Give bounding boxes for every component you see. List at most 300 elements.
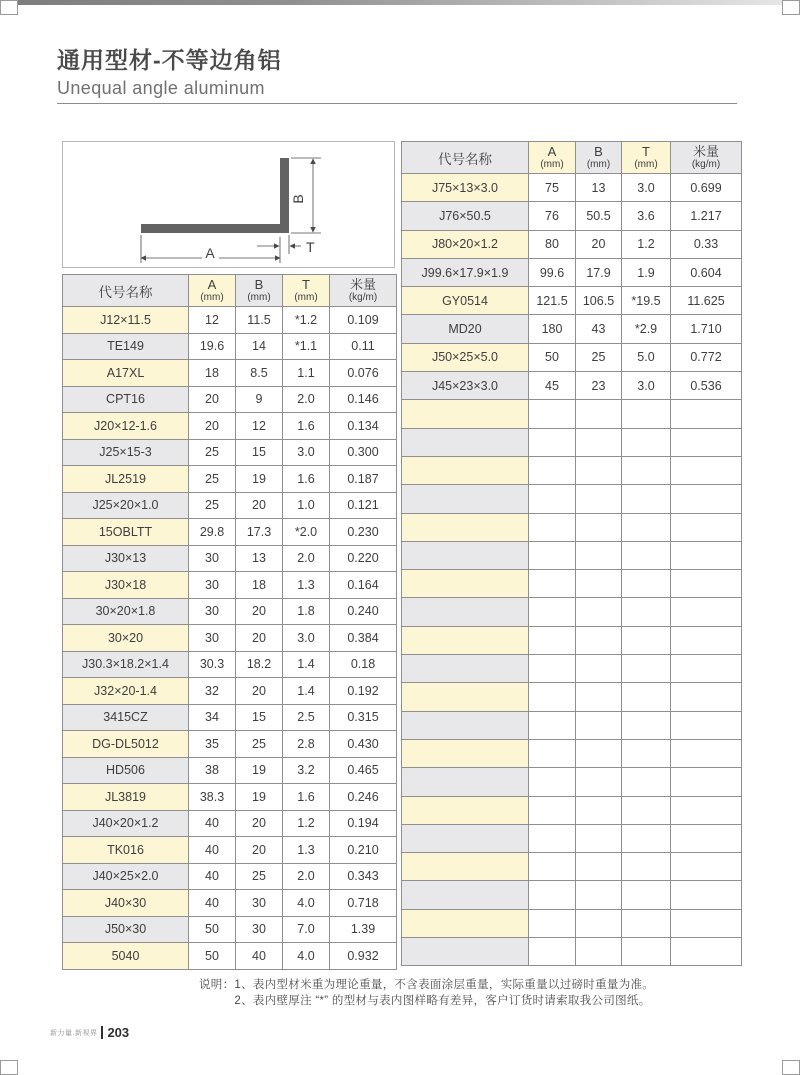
profile-code-cell [402,768,529,796]
value-cell [576,909,622,937]
table-row [63,863,397,890]
table-row [402,315,742,343]
table-row [402,853,742,881]
table-row [63,704,397,731]
value-cell [529,683,576,711]
value-cell [529,513,576,541]
value-cell: 14 [236,333,283,360]
profile-code-cell [402,853,529,881]
table-row [402,372,742,400]
profile-code-cell: A17XL [63,360,189,387]
page-footer [50,1026,129,1039]
value-cell: 1.2 [283,810,330,837]
value-cell [622,428,671,456]
header-t: T (mm) [283,275,330,307]
value-cell: 17.9 [576,258,622,286]
value-cell: 30 [236,890,283,917]
value-cell: 12 [236,413,283,440]
profile-code-cell: DG-DL5012 [63,731,189,758]
value-cell [671,739,742,767]
profile-code-cell: JL3819 [63,784,189,811]
header-b: B (mm) [236,275,283,307]
value-cell: *2.9 [622,315,671,343]
value-cell [529,485,576,513]
value-cell: 19 [236,466,283,493]
table-row [402,938,742,966]
table-row [402,258,742,286]
value-cell: 1.1 [283,360,330,387]
value-cell [671,909,742,937]
header-name: 代号名称 [402,142,529,174]
value-cell: 11.625 [671,287,742,315]
value-cell [576,768,622,796]
value-cell: 11.5 [236,307,283,334]
profile-code-cell: MD20 [402,315,529,343]
table-row [402,683,742,711]
value-cell: *1.2 [283,307,330,334]
profile-code-cell: J25×15-3 [63,439,189,466]
profile-code-cell: J32×20-1.4 [63,678,189,705]
value-cell: 0.240 [330,598,397,625]
left-table-header [63,275,397,307]
value-cell [576,485,622,513]
value-cell: 0.121 [330,492,397,519]
value-cell: 2.0 [283,545,330,572]
value-cell: 30 [189,625,236,652]
value-cell: 40 [189,810,236,837]
value-cell [671,570,742,598]
value-cell [529,570,576,598]
value-cell: 3.0 [622,174,671,202]
value-cell: 18.2 [236,651,283,678]
profile-code-cell [402,428,529,456]
value-cell: 18 [189,360,236,387]
table-row [63,333,397,360]
value-cell: 15 [236,704,283,731]
value-cell: 20 [236,598,283,625]
table-row [63,784,397,811]
value-cell [622,711,671,739]
value-cell: 13 [236,545,283,572]
value-cell: 99.6 [529,258,576,286]
profile-code-cell: J40×30 [63,890,189,917]
table-row [402,711,742,739]
value-cell: 20 [189,413,236,440]
value-cell: 1.3 [283,572,330,599]
value-cell [671,541,742,569]
note-line-1: 1、表内型材米重为理论重量，不含表面涂层重量，实际重量以过磅时重量为准。 [234,979,655,991]
value-cell: 2.0 [283,386,330,413]
footer-brand: 新力量.新视界 [50,1029,98,1037]
value-cell: 0.315 [330,704,397,731]
table-row [402,626,742,654]
value-cell: 50 [189,916,236,943]
profile-code-cell [402,456,529,484]
table-row [63,519,397,546]
table-row [63,439,397,466]
value-cell: 1.4 [283,678,330,705]
value-cell: 0.343 [330,863,397,890]
table-row [402,513,742,541]
header-divider [57,103,737,104]
header-name: 代号名称 [63,275,189,307]
value-cell: 0.109 [330,307,397,334]
value-cell [529,909,576,937]
profile-code-cell: J45×23×3.0 [402,372,529,400]
table-row [402,768,742,796]
profile-diagram [62,141,395,268]
value-cell: 1.710 [671,315,742,343]
table-row [402,598,742,626]
value-cell: 25 [236,731,283,758]
value-cell [576,655,622,683]
value-cell: 40 [189,837,236,864]
header-row [63,275,397,307]
crop-mark-top-right [782,0,800,15]
header-b: B (mm) [576,142,622,174]
value-cell [576,570,622,598]
header-weight: 米量 (kg/m) [330,275,397,307]
value-cell: 80 [529,230,576,258]
profile-code-cell [402,824,529,852]
table-row [402,485,742,513]
profile-code-cell [402,400,529,428]
value-cell: 1.6 [283,466,330,493]
profile-code-cell: HD506 [63,757,189,784]
header-weight: 米量 (kg/m) [671,142,742,174]
value-cell [671,853,742,881]
header-a: A (mm) [529,142,576,174]
value-cell: 25 [236,863,283,890]
value-cell: 30.3 [189,651,236,678]
value-cell: 50 [189,943,236,970]
value-cell [529,768,576,796]
value-cell [671,400,742,428]
table-row [63,890,397,917]
crop-mark-bottom-right [782,1060,800,1075]
value-cell: 1.8 [283,598,330,625]
value-cell: 13 [576,174,622,202]
value-cell: 7.0 [283,916,330,943]
value-cell [576,513,622,541]
profile-code-cell: J50×30 [63,916,189,943]
value-cell [529,824,576,852]
value-cell: 4.0 [283,943,330,970]
profile-code-cell: CPT16 [63,386,189,413]
value-cell [671,598,742,626]
vertical-leg [280,158,289,233]
table-row [402,909,742,937]
value-cell: 1.3 [283,837,330,864]
profile-code-cell: JL2519 [63,466,189,493]
dimension-label-t: T [306,239,315,255]
value-cell [671,711,742,739]
value-cell [576,881,622,909]
value-cell: 5.0 [622,343,671,371]
table-row [63,651,397,678]
value-cell: 3.0 [622,372,671,400]
value-cell [622,909,671,937]
value-cell: 30 [189,572,236,599]
value-cell [529,655,576,683]
value-cell: 18 [236,572,283,599]
profile-code-cell [402,881,529,909]
value-cell [529,796,576,824]
page-subtitle: Unequal angle aluminum [57,78,265,98]
value-cell [529,881,576,909]
value-cell [671,485,742,513]
value-cell [622,796,671,824]
value-cell: 34 [189,704,236,731]
value-cell: 50 [529,343,576,371]
profile-code-cell: 30×20×1.8 [63,598,189,625]
value-cell: 0.187 [330,466,397,493]
table-row [63,466,397,493]
value-cell [622,598,671,626]
value-cell: 3.0 [283,439,330,466]
value-cell: 19 [236,784,283,811]
value-cell: 19.6 [189,333,236,360]
profile-code-cell [402,626,529,654]
notes [199,977,654,1009]
value-cell: 30 [189,545,236,572]
header-a: A (mm) [189,275,236,307]
profile-code-cell [402,683,529,711]
top-accent-bar [18,0,782,5]
value-cell: 30 [236,916,283,943]
value-cell [622,938,671,966]
value-cell: 76 [529,202,576,230]
value-cell [671,824,742,852]
value-cell: 3.2 [283,757,330,784]
value-cell: 12 [189,307,236,334]
value-cell: 20 [236,625,283,652]
table-row [402,174,742,202]
profile-code-cell [402,711,529,739]
value-cell: 0.699 [671,174,742,202]
value-cell [576,739,622,767]
table-row [63,916,397,943]
value-cell [622,400,671,428]
value-cell: 30 [189,598,236,625]
profile-code-cell: 30×20 [63,625,189,652]
value-cell: 35 [189,731,236,758]
value-cell: 19 [236,757,283,784]
value-cell [622,541,671,569]
value-cell: 20 [236,678,283,705]
profile-code-cell: J80×20×1.2 [402,230,529,258]
value-cell: 1.4 [283,651,330,678]
table-row [402,796,742,824]
profile-code-cell [402,485,529,513]
value-cell [622,853,671,881]
table-row [63,731,397,758]
table-row [402,881,742,909]
value-cell: 0.246 [330,784,397,811]
value-cell: 75 [529,174,576,202]
value-cell: 2.0 [283,863,330,890]
value-cell: 0.230 [330,519,397,546]
value-cell [622,456,671,484]
header-t: T (mm) [622,142,671,174]
profile-code-cell [402,655,529,683]
table-row [63,810,397,837]
value-cell [622,513,671,541]
value-cell: 40 [189,863,236,890]
value-cell: 121.5 [529,287,576,315]
table-row [402,739,742,767]
value-cell: 32 [189,678,236,705]
value-cell: 0.430 [330,731,397,758]
value-cell: 106.5 [576,287,622,315]
note-line-2: 2、表内壁厚注 “*” 的型材与表内图样略有差异，客户订货时请索取我公司图纸。 [234,995,651,1007]
value-cell: 25 [189,466,236,493]
profile-code-cell [402,796,529,824]
table-row [63,545,397,572]
value-cell: 23 [576,372,622,400]
horizontal-leg [141,224,289,233]
right-table [401,141,742,966]
value-cell: 0.33 [671,230,742,258]
value-cell [529,598,576,626]
value-cell: 0.384 [330,625,397,652]
value-cell [622,739,671,767]
value-cell: 0.194 [330,810,397,837]
profile-code-cell: J40×20×1.2 [63,810,189,837]
value-cell: 0.164 [330,572,397,599]
value-cell [671,938,742,966]
table-row [402,824,742,852]
table-row [63,572,397,599]
value-cell [576,541,622,569]
value-cell [671,428,742,456]
table-row [63,492,397,519]
value-cell: 0.192 [330,678,397,705]
value-cell: 29.8 [189,519,236,546]
value-cell: 0.18 [330,651,397,678]
value-cell [529,711,576,739]
table-row [402,655,742,683]
profile-code-cell: J20×12-1.6 [63,413,189,440]
notes-label: 说明： [199,979,235,991]
table-row [402,541,742,569]
value-cell [529,739,576,767]
header-row [402,142,742,174]
profile-code-cell [402,909,529,937]
value-cell: 0.932 [330,943,397,970]
left-table [62,274,397,970]
value-cell [622,570,671,598]
value-cell: 25 [576,343,622,371]
profile-code-cell: J50×25×5.0 [402,343,529,371]
value-cell: 1.39 [330,916,397,943]
value-cell: 1.9 [622,258,671,286]
value-cell [622,881,671,909]
right-table-header [402,142,742,174]
table-row [63,307,397,334]
value-cell: 0.146 [330,386,397,413]
value-cell [529,400,576,428]
table-row [402,456,742,484]
table-row [63,598,397,625]
value-cell [671,626,742,654]
table-row [402,202,742,230]
profile-code-cell: 5040 [63,943,189,970]
value-cell [529,853,576,881]
value-cell: 0.220 [330,545,397,572]
profile-code-cell [402,598,529,626]
table-row [63,678,397,705]
value-cell: 2.8 [283,731,330,758]
table-row [402,400,742,428]
value-cell: 3.6 [622,202,671,230]
value-cell: 1.2 [622,230,671,258]
value-cell: 0.11 [330,333,397,360]
value-cell: 1.6 [283,413,330,440]
value-cell: 17.3 [236,519,283,546]
table-row [63,943,397,970]
profile-code-cell: GY0514 [402,287,529,315]
value-cell: 180 [529,315,576,343]
dimension-label-b: B [290,194,306,204]
value-cell [671,768,742,796]
profile-code-cell: J30×13 [63,545,189,572]
value-cell [576,824,622,852]
value-cell: 0.604 [671,258,742,286]
profile-code-cell: J75×13×3.0 [402,174,529,202]
value-cell: 0.076 [330,360,397,387]
profile-code-cell: 3415CZ [63,704,189,731]
value-cell: *1.1 [283,333,330,360]
table-row [402,230,742,258]
value-cell [576,938,622,966]
value-cell: 50.5 [576,202,622,230]
value-cell [671,456,742,484]
profile-code-cell: J30.3×18.2×1.4 [63,651,189,678]
value-cell [576,400,622,428]
profile-code-cell: 15OBLTT [63,519,189,546]
table-row [63,360,397,387]
table-row [402,428,742,456]
value-cell [576,428,622,456]
value-cell [671,655,742,683]
value-cell [529,541,576,569]
value-cell: 20 [236,837,283,864]
profile-code-cell: J76×50.5 [402,202,529,230]
value-cell: 0.772 [671,343,742,371]
value-cell [576,711,622,739]
profile-code-cell: J25×20×1.0 [63,492,189,519]
table-row [402,570,742,598]
value-cell [622,768,671,796]
profile-code-cell: TE149 [63,333,189,360]
value-cell: 43 [576,315,622,343]
value-cell: *19.5 [622,287,671,315]
page-header [57,46,737,99]
value-cell: 2.5 [283,704,330,731]
profile-code-cell: TK016 [63,837,189,864]
table-row [402,287,742,315]
value-cell [576,796,622,824]
profile-code-cell [402,541,529,569]
value-cell: 4.0 [283,890,330,917]
profile-code-cell [402,938,529,966]
table-row [63,625,397,652]
profile-code-cell: J12×11.5 [63,307,189,334]
value-cell [529,428,576,456]
value-cell [576,853,622,881]
value-cell: 1.0 [283,492,330,519]
